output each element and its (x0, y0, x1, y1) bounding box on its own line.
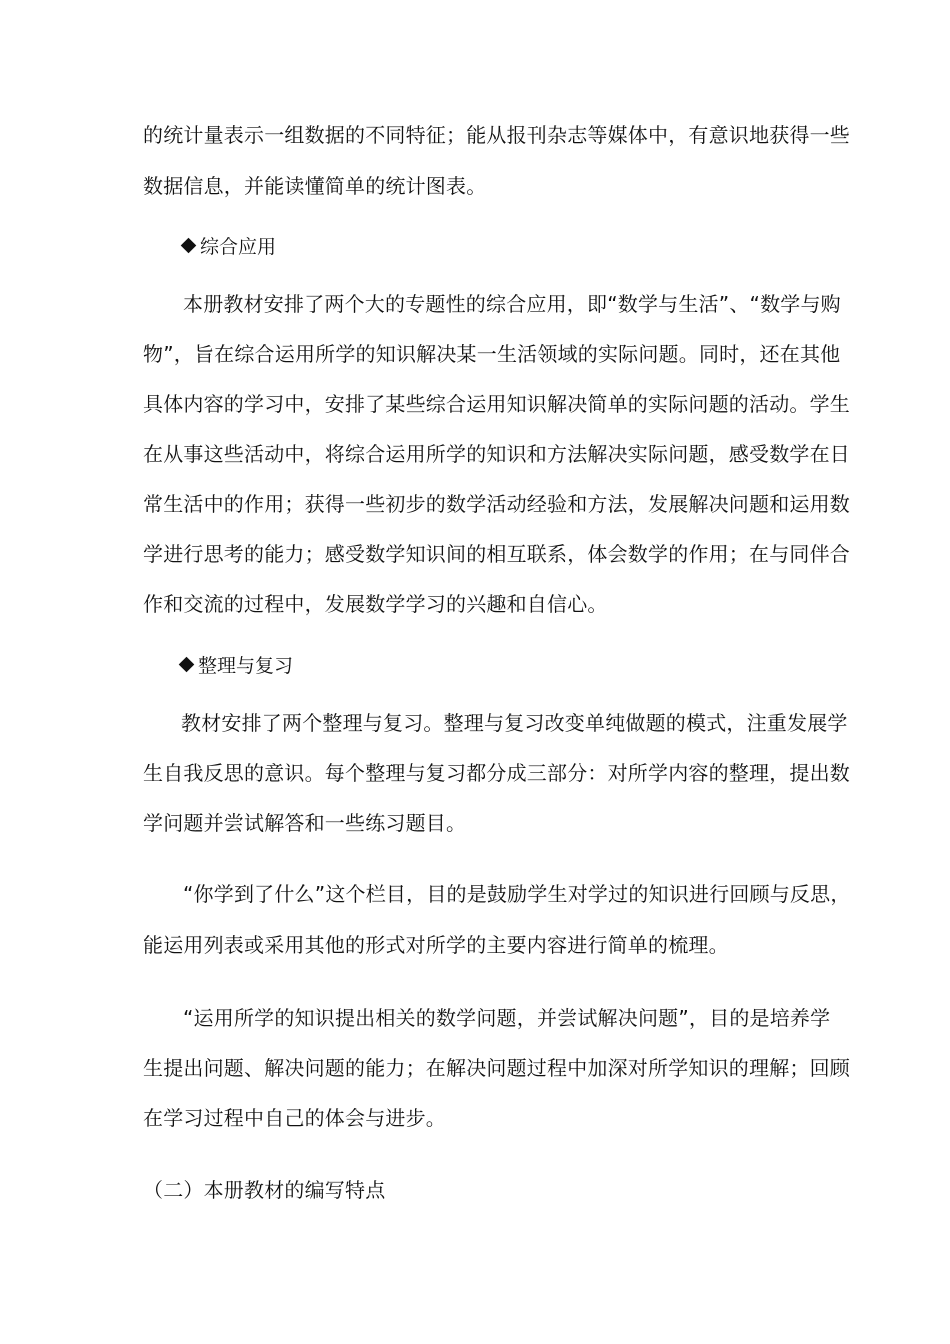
diamond-bullet-icon (179, 657, 195, 673)
paragraph-line: 学进行思考的能力；感受数学知识间的相互联系，体会数学的作用；在与同伴合 (143, 542, 850, 566)
paragraph-line: 生自我反思的意识。每个整理与复习都分成三部分：对所学内容的整理，提出数 (143, 761, 850, 785)
paragraph-line: 在学习过程中自己的体会与进步。 (143, 1106, 446, 1130)
paragraph-line: 教材安排了两个整理与复习。整理与复习改变单纯做题的模式，注重发展学 (181, 711, 848, 735)
paragraph-line: “运用所学的知识提出相关的数学问题，并尝试解决问题”，目的是培养学 (183, 1006, 831, 1030)
paragraph-line: 学问题并尝试解答和一些练习题目。 (143, 811, 467, 835)
paragraph-line: “你学到了什么”这个栏目，目的是鼓励学生对学过的知识进行回顾与反思， (183, 882, 851, 906)
paragraph-line: 能运用列表或采用其他的形式对所学的主要内容进行简单的梳理。 (143, 933, 729, 957)
section-heading-text: 综合应用 (200, 236, 277, 258)
paragraph-line: 具体内容的学习中，安排了某些综合运用知识解决简单的实际问题的活动。学生 (143, 392, 850, 416)
section-heading-review (181, 653, 293, 679)
intro-line: 数据信息，并能读懂简单的统计图表。 (143, 174, 487, 198)
diamond-bullet-icon (181, 238, 197, 254)
paragraph-line: 本册教材安排了两个大的专题性的综合应用，即“数学与生活”、“数学与购 (183, 292, 841, 316)
section-heading-features: （二）本册教材的编写特点 (143, 1178, 386, 1202)
section-heading-text: 整理与复习 (198, 655, 294, 677)
paragraph-line: 在从事这些活动中，将综合运用所学的知识和方法解决实际问题，感受数学在日 (143, 442, 850, 466)
paragraph-line: 生提出问题、解决问题的能力；在解决问题过程中加深对所学知识的理解；回顾 (143, 1056, 850, 1080)
intro-line: 的统计量表示一组数据的不同特征；能从报刊杂志等媒体中，有意识地获得一些 (143, 123, 850, 147)
paragraph-line: 物”，旨在综合运用所学的知识解决某一生活领域的实际问题。同时，还在其他 (143, 342, 841, 366)
section-heading-comprehensive (183, 234, 276, 260)
paragraph-line: 作和交流的过程中，发展数学学习的兴趣和自信心。 (143, 592, 608, 616)
paragraph-line: 常生活中的作用；获得一些初步的数学活动经验和方法，发展解决问题和运用数 (143, 492, 850, 516)
